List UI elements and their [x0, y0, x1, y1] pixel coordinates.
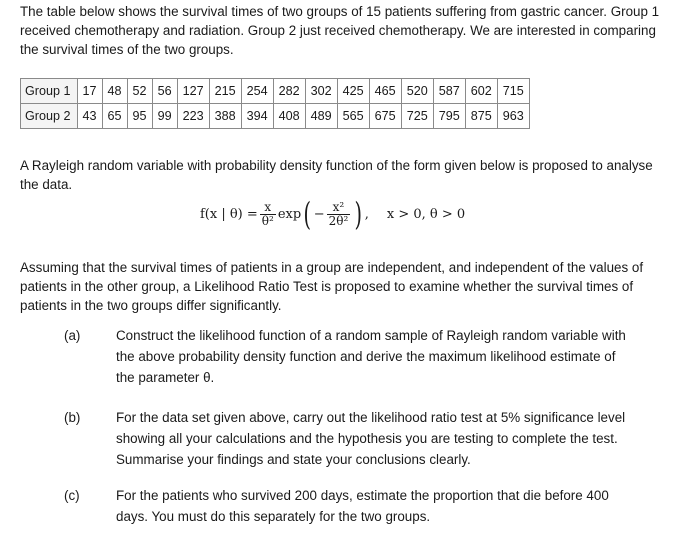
- survival-time-cell: 99: [152, 104, 177, 129]
- survival-time-cell: 48: [102, 79, 127, 104]
- survival-time-cell: 675: [369, 104, 401, 129]
- left-paren: (: [303, 195, 312, 233]
- assumption-paragraph: Assuming that the survival times of patients in a group are independent, and independent of the values of patients in the other group, a Likelihood Ratio Test is proposed to examine whether the survival times of patients in the two groups differ significantly.: [20, 260, 644, 313]
- formula-comma: ,: [364, 206, 369, 222]
- question-label: (a): [64, 328, 81, 343]
- formula-minus: −: [313, 206, 325, 222]
- fraction-1-denominator: θ²: [261, 213, 274, 228]
- survival-time-cell: 963: [497, 104, 529, 129]
- survival-time-cell: 56: [152, 79, 177, 104]
- formula-fraction-2: [327, 201, 351, 228]
- table-row: [21, 104, 530, 129]
- table-row: [21, 79, 530, 104]
- group-label-cell: Group 1: [21, 79, 78, 104]
- survival-time-cell: 795: [433, 104, 465, 129]
- question-text: For the patients who survived 200 days, estimate the proportion that die before 400 days. You must do this separately for the two groups.: [116, 488, 609, 524]
- survival-time-cell: 17: [77, 79, 102, 104]
- question-label: (b): [64, 410, 81, 425]
- survival-time-cell: 394: [241, 104, 273, 129]
- survival-time-cell: 425: [337, 79, 369, 104]
- formula-lhs: f(x | θ) =: [200, 206, 258, 222]
- survival-table: [20, 78, 530, 129]
- pdf-formula: [200, 194, 465, 234]
- survival-time-cell: 587: [433, 79, 465, 104]
- survival-time-cell: 725: [401, 104, 433, 129]
- fraction-2-numerator: x²: [332, 199, 345, 214]
- survival-time-cell: 388: [209, 104, 241, 129]
- survival-time-cell: 565: [337, 104, 369, 129]
- survival-time-cell: 65: [102, 104, 127, 129]
- rayleigh-paragraph: A Rayleigh random variable with probability density function of the form given below is proposed to analyse the data.: [20, 158, 653, 192]
- survival-time-cell: 282: [273, 79, 305, 104]
- intro-paragraph: The table below shows the survival times of two groups of 15 patients suffering from gastric cancer. Group 1 received chemotherapy and radiation. Group 2 just received chemotherapy. We are interested in comparing the survival times of the two groups.: [20, 4, 660, 57]
- survival-time-cell: 215: [209, 79, 241, 104]
- survival-time-cell: 43: [77, 104, 102, 129]
- survival-time-cell: 602: [465, 79, 497, 104]
- survival-time-cell: 520: [401, 79, 433, 104]
- survival-time-cell: 52: [127, 79, 152, 104]
- survival-time-cell: 127: [177, 79, 209, 104]
- survival-time-cell: 95: [127, 104, 152, 129]
- question-label: (c): [64, 488, 80, 503]
- right-paren: ): [354, 195, 363, 233]
- question-text: Construct the likelihood function of a random sample of Rayleigh random variable with the above probability density function and derive the maximum likelihood estimate of the parameter θ.: [116, 328, 626, 385]
- survival-time-cell: 715: [497, 79, 529, 104]
- fraction-1-numerator: x: [264, 199, 272, 214]
- survival-time-cell: 254: [241, 79, 273, 104]
- survival-time-cell: 465: [369, 79, 401, 104]
- survival-time-cell: 489: [305, 104, 337, 129]
- question-text: For the data set given above, carry out the likelihood ratio test at 5% significance level showing all your calculations and the hypothesis you are testing to complete the test. Summarise your findings and state your conclusions clearly.: [116, 410, 626, 467]
- survival-time-cell: 875: [465, 104, 497, 129]
- fraction-2-denominator: 2θ²: [328, 213, 349, 228]
- group-label-cell: Group 2: [21, 104, 78, 129]
- survival-time-cell: 408: [273, 104, 305, 129]
- survival-time-cell: 223: [177, 104, 209, 129]
- formula-exp: exp: [277, 206, 302, 222]
- formula-condition: x > 0, θ > 0: [386, 206, 466, 222]
- survival-time-cell: 302: [305, 79, 337, 104]
- formula-fraction-1: [260, 201, 276, 228]
